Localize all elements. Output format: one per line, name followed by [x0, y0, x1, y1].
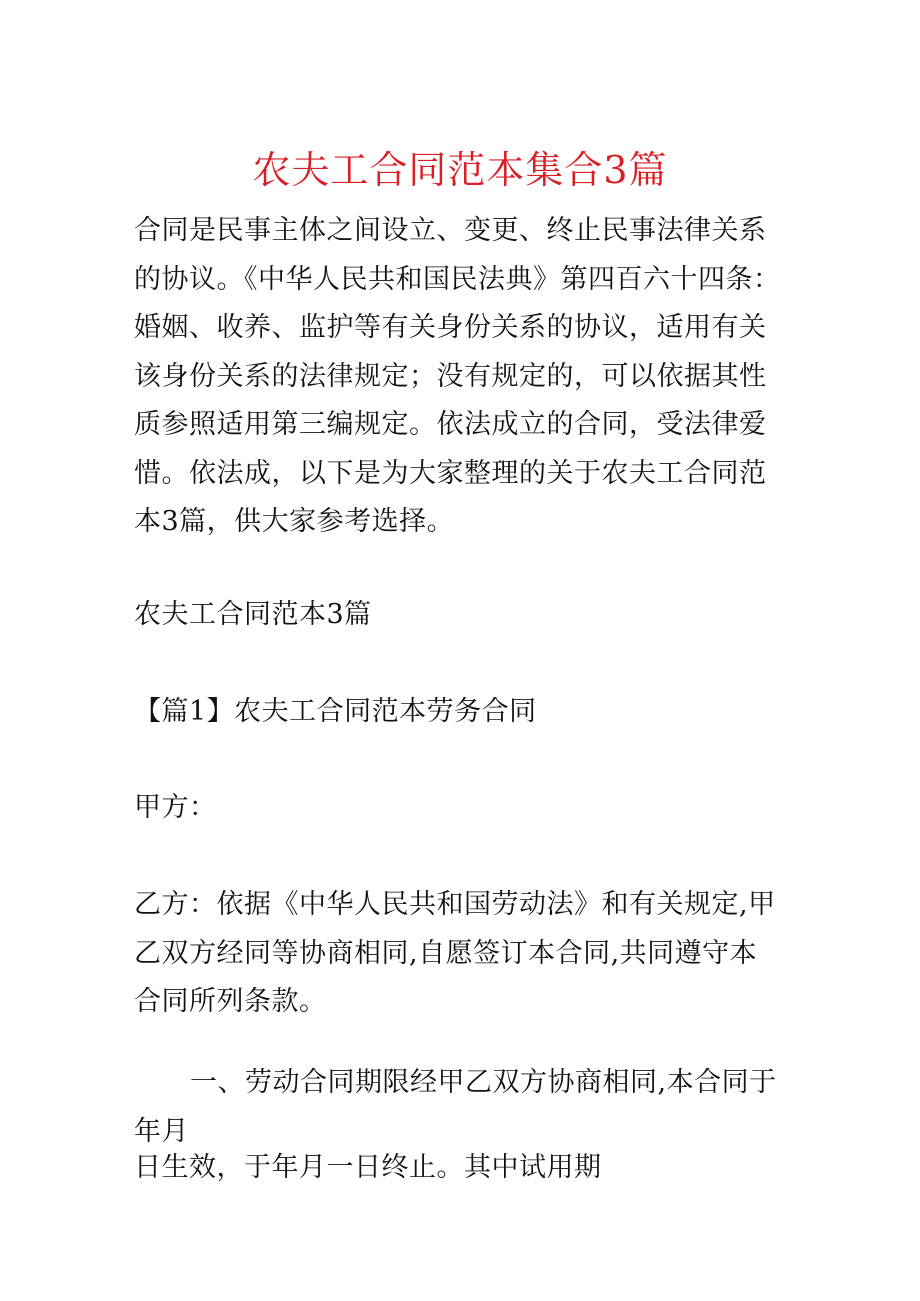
party-b-paragraph: 乙方：依据《中华人民共和国劳动法》和有关规定,甲乙双方经同等协商相同,自愿签订本合同,共同遵守本合同所列条款。 [134, 889, 776, 1017]
intro-paragraph: 合同是民事主体之间设立、变更、终止民事法律关系的协议。《中华人民共和国民法典》第四百六十四条：婚姻、收养、监护等有关身份关系的协议，适用有关该身份关系的法律规定；没有规定的，可以依据其性质参照适用第三编规定。依法成立的合同，受法律爱惜。依法成，以下是为大家整理的关于农夫工合同范本3篇，供大家参考选择。 [134, 215, 781, 537]
document-title: 农夫工合同范本集合3篇 [252, 148, 668, 192]
part-title: 【篇1】农夫工合同范本劳务合同 [134, 696, 537, 727]
section-heading: 农夫工合同范本3篇 [134, 599, 372, 630]
clause-1-paragraph: 一、劳动合同期限经甲乙双方协商相同,本合同于年月 [134, 1067, 777, 1147]
clause-1-continuation: 日生效，于年月一日终止。其中试用期 [134, 1152, 602, 1183]
party-a-line: 甲方： [134, 792, 217, 823]
